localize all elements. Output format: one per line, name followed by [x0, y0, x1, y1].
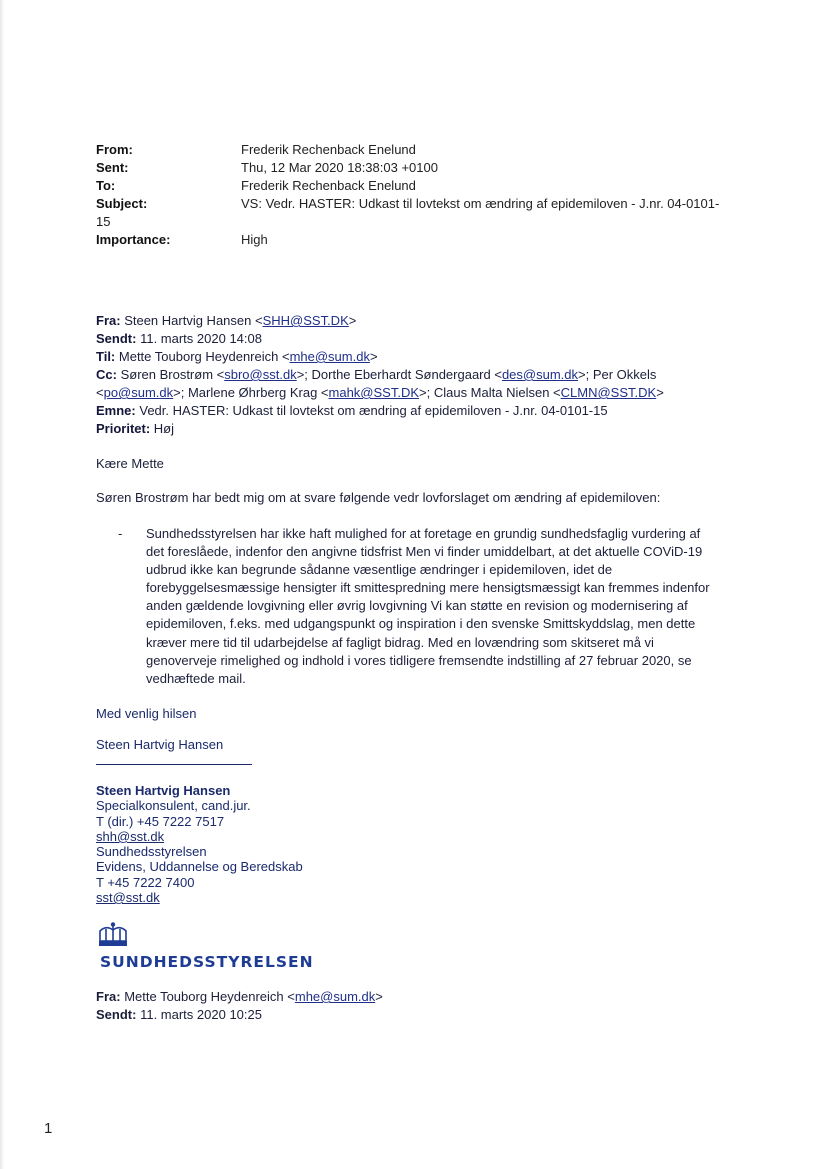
- fwd-emne-label: Emne:: [96, 403, 136, 418]
- subject-label: Subject:: [96, 196, 148, 211]
- bullet-line: vedhæftede mail.: [146, 670, 246, 686]
- bullet-paragraph: [96, 525, 736, 688]
- signature-title: Specialkonsulent, cand.jur.: [96, 798, 251, 814]
- cc-name-3: >; Per Okkels: [578, 367, 657, 382]
- fwd-prioritet-value: Høj: [153, 421, 175, 436]
- fwd2-sendt-line: [96, 1006, 383, 1024]
- forwarded-header-2: [96, 988, 383, 1024]
- header-subject-row: [96, 195, 776, 213]
- email-header: [96, 141, 776, 249]
- cc-name-1: Søren Brostrøm <: [120, 367, 225, 382]
- fwd-prioritet-label: Prioritet:: [96, 421, 151, 436]
- cc-close: >: [656, 385, 664, 400]
- fwd-til-name: Mette Touborg Heydenreich <: [118, 349, 290, 364]
- fwd-emne-value: Vedr. HASTER: Udkast til lovtekst om ændring af epidemiloven - J.nr. 04-0101-15: [139, 403, 608, 418]
- header-to-row: [96, 177, 776, 195]
- cc-email-link-2[interactable]: des@sum.dk: [501, 367, 578, 382]
- fwd2-fra-name: Mette Touborg Heydenreich <: [124, 989, 295, 1004]
- bullet-line: anden gældende lovgivning eller øvrig lovgivning Vi kan støtte en revision og modernisering af: [146, 598, 688, 614]
- fwd-emne-line: [96, 402, 736, 420]
- cc-email-link-3[interactable]: po@sum.dk: [103, 385, 174, 400]
- fwd-sendt-line: [96, 330, 736, 348]
- signature-block-name: Steen Hartvig Hansen: [96, 783, 231, 798]
- fwd-fra-close: >: [348, 313, 357, 328]
- closing: Med venlig hilsen: [96, 706, 197, 721]
- signature-divider: [96, 764, 252, 765]
- from-label: From:: [96, 142, 133, 157]
- to-value: Frederik Rechenback Enelund: [241, 178, 416, 193]
- fwd-cc-line-2: [96, 384, 736, 402]
- cc-email-link-5[interactable]: CLMN@SST.DK: [560, 385, 657, 400]
- bullet-text: [146, 525, 736, 688]
- signature-name: Steen Hartvig Hansen: [96, 737, 224, 752]
- fwd-til-line: [96, 348, 736, 366]
- bullet-line: Sundhedsstyrelsen har ikke haft mulighed for at foretage en grundig sundhedsfaglig vurdering af: [146, 526, 701, 541]
- fwd-fra-email-link[interactable]: SHH@SST.DK: [262, 313, 349, 328]
- signature-phone: T +45 7222 7400: [96, 874, 195, 890]
- fwd2-fra-line: [96, 988, 383, 1006]
- cc-email-link-1[interactable]: sbro@sst.dk: [224, 367, 297, 382]
- fwd-sendt-label: Sendt:: [96, 331, 137, 346]
- fwd2-fra-label: Fra:: [96, 989, 121, 1004]
- fwd2-sendt-label: Sendt:: [96, 1007, 137, 1022]
- sent-value: Thu, 12 Mar 2020 18:38:03 +0100: [241, 160, 438, 175]
- importance-value: High: [241, 232, 268, 247]
- greeting: Kære Mette: [96, 456, 164, 471]
- fwd-til-label: Til:: [96, 349, 116, 364]
- signature-org-email-link[interactable]: sst@sst.dk: [96, 890, 160, 906]
- sent-label: Sent:: [96, 160, 129, 175]
- bullet-line: kræver mere tid til udarbejdelse af fagligt bidrag. Med en lovændring som skitseret må vi: [146, 634, 654, 650]
- cc-name-5: >; Claus Malta Nielsen <: [419, 385, 561, 400]
- forwarded-header: [96, 312, 736, 438]
- fwd2-fra-email-link[interactable]: mhe@sum.dk: [294, 989, 376, 1004]
- bullet-line: udbrud ikke kan begrunde sådanne væsentlige ændringer i epidemiloven, idet de: [146, 562, 613, 578]
- bullet-line: det foreslåede, indenfor den angivne tidsfrist Men vi finder umiddelbart, at det aktuelle COViD-19: [146, 544, 703, 560]
- signature-email-link[interactable]: shh@sst.dk: [96, 828, 165, 844]
- from-value: Frederik Rechenback Enelund: [241, 142, 416, 157]
- cc-email-link-4[interactable]: mahk@SST.DK: [328, 385, 420, 400]
- fwd-cc-label: Cc:: [96, 367, 117, 382]
- crown-icon: [96, 921, 130, 949]
- bullet-dash: -: [118, 526, 123, 541]
- sundhedsstyrelsen-logo: [96, 921, 314, 971]
- fwd-cc-line: [96, 366, 736, 384]
- bullet-line: epidemiloven, f.eks. med udgangspunkt og inspiration i den svenske Smittskyddslag, men dette: [146, 616, 696, 632]
- fwd2-fra-close: >: [375, 989, 383, 1004]
- fwd-til-email-link[interactable]: mhe@sum.dk: [289, 349, 370, 364]
- signature-org: Sundhedsstyrelsen: [96, 844, 207, 860]
- signature-dept: Evidens, Uddannelse og Beredskab: [96, 859, 303, 875]
- cc-name-2: >; Dorthe Eberhardt Søndergaard <: [296, 367, 502, 382]
- fwd-fra-line: [96, 312, 736, 330]
- intro-paragraph: Søren Brostrøm har bedt mig om at svare følgende vedr lovforslaget om ændring af epidemiloven:: [96, 490, 661, 505]
- fwd2-sendt-value: 11. marts 2020 10:25: [140, 1007, 262, 1022]
- page-edge: [0, 0, 4, 1169]
- cc-name-4: >; Marlene Øhrberg Krag <: [173, 385, 329, 400]
- signature-phone-direct: T (dir.) +45 7222 7517: [96, 813, 225, 829]
- cc-open-3: <: [96, 385, 104, 400]
- bullet-line: forebyggelsesmæssige hensigter ift smittespredning mere hensigtsmæssigt kan fremmes indenfor: [146, 580, 710, 596]
- fwd-fra-label: Fra:: [96, 313, 121, 328]
- page-number: 1: [44, 1120, 53, 1137]
- fwd-til-close: >: [369, 349, 378, 364]
- header-importance-row: [96, 231, 776, 249]
- logo-wordmark: SUNDHEDSSTYRELSEN: [100, 953, 314, 971]
- subject-wrap: 15: [96, 214, 111, 229]
- subject-value: VS: Vedr. HASTER: Udkast til lovtekst om ændring af epidemiloven - J.nr. 04-0101-: [241, 196, 720, 211]
- fwd-sendt-value: 11. marts 2020 14:08: [140, 331, 262, 346]
- fwd-fra-name: Steen Hartvig Hansen <: [124, 313, 263, 328]
- fwd-prioritet-line: [96, 420, 736, 438]
- signature-block: [96, 783, 303, 905]
- importance-label: Importance:: [96, 232, 171, 247]
- header-sent-row: [96, 159, 776, 177]
- bullet-line: genoverveje rimelighed og indhold i vores tidligere fremsendte indstilling af 27 februar 2020, se: [146, 652, 692, 668]
- header-from-row: [96, 141, 776, 159]
- to-label: To:: [96, 178, 116, 193]
